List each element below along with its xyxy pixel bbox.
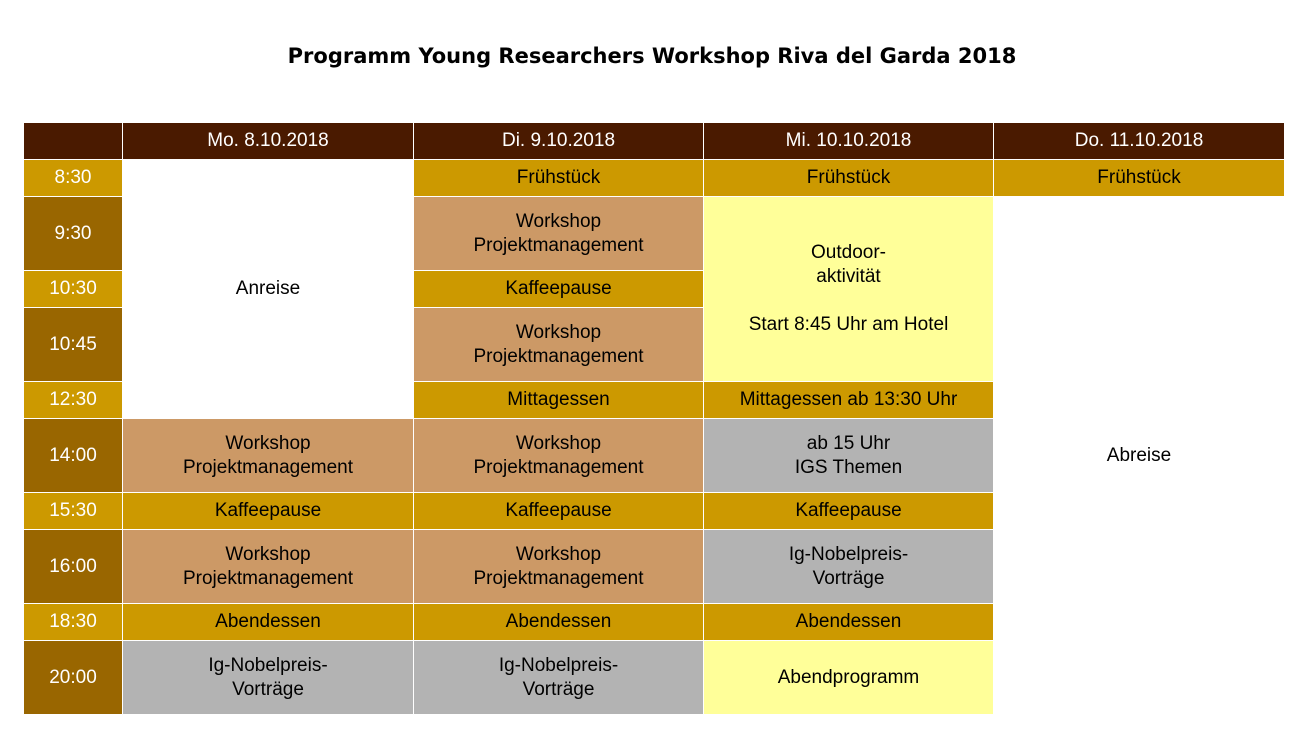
mi-0830: Frühstück — [704, 160, 994, 197]
time-cell: 18:30 — [24, 604, 123, 641]
page-title: Programm Young Researchers Workshop Riva del Garda 2018 — [287, 44, 1017, 68]
di-1830: Abendessen — [414, 604, 704, 641]
mi-1830: Abendessen — [704, 604, 994, 641]
mo-2000: Ig-Nobelpreis- Vorträge — [123, 641, 414, 715]
time-cell: 9:30 — [24, 197, 123, 271]
day-header-wednesday: Mi. 10.10.2018 — [704, 123, 994, 160]
day-header-monday: Mo. 8.10.2018 — [123, 123, 414, 160]
di-2000: Ig-Nobelpreis- Vorträge — [414, 641, 704, 715]
mo-1530: Kaffeepause — [123, 493, 414, 530]
di-1030: Kaffeepause — [414, 271, 704, 308]
time-cell: 10:45 — [24, 308, 123, 382]
do-abreise: Abreise — [994, 197, 1285, 715]
di-0830: Frühstück — [414, 160, 704, 197]
time-cell: 14:00 — [24, 419, 123, 493]
time-cell: 20:00 — [24, 641, 123, 715]
time-cell: 8:30 — [24, 160, 123, 197]
do-0830: Frühstück — [994, 160, 1285, 197]
di-1600: Workshop Projektmanagement — [414, 530, 704, 604]
row-0830 — [24, 160, 1285, 197]
mo-1400: Workshop Projektmanagement — [123, 419, 414, 493]
mi-1230: Mittagessen ab 13:30 Uhr — [704, 382, 994, 419]
di-0930: Workshop Projektmanagement — [414, 197, 704, 271]
di-1400: Workshop Projektmanagement — [414, 419, 704, 493]
mi-2000: Abendprogramm — [704, 641, 994, 715]
di-1045: Workshop Projektmanagement — [414, 308, 704, 382]
time-cell: 15:30 — [24, 493, 123, 530]
mo-1600: Workshop Projektmanagement — [123, 530, 414, 604]
time-cell: 16:00 — [24, 530, 123, 604]
day-header-thursday: Do. 11.10.2018 — [994, 123, 1285, 160]
corner-cell — [24, 123, 123, 160]
mi-1600: Ig-Nobelpreis- Vorträge — [704, 530, 994, 604]
mo-anreise: Anreise — [123, 160, 414, 419]
mi-1530: Kaffeepause — [704, 493, 994, 530]
mi-1400: ab 15 Uhr IGS Themen — [704, 419, 994, 493]
time-cell: 12:30 — [24, 382, 123, 419]
di-1230: Mittagessen — [414, 382, 704, 419]
mi-outdoor: Outdoor- aktivität Start 8:45 Uhr am Hotel — [704, 197, 994, 382]
mo-1830: Abendessen — [123, 604, 414, 641]
header-row — [24, 123, 1285, 160]
time-cell: 10:30 — [24, 271, 123, 308]
schedule-table — [23, 122, 1285, 715]
di-1530: Kaffeepause — [414, 493, 704, 530]
day-header-tuesday: Di. 9.10.2018 — [414, 123, 704, 160]
